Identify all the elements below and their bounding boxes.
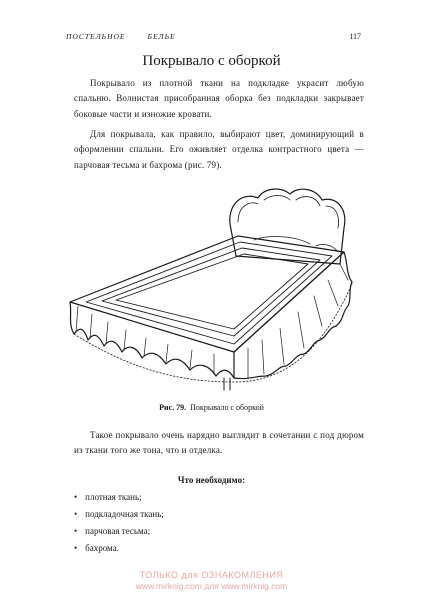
bedspread-illustration xyxy=(58,184,368,394)
running-head-left: ПОСТЕЛЬНОЕ xyxy=(66,32,126,41)
left-ruffle xyxy=(70,302,234,378)
figure-caption xyxy=(0,403,423,412)
bed-top xyxy=(70,236,344,352)
paragraph-color: Для покрывала, как правило, выбирают цвет, доминирующий в оформлении спальни. Его оживляет отделка контрастного цвета — парчовая тесьма и бахрома (рис. 79). xyxy=(74,129,364,170)
material-item: • бахрома. xyxy=(74,540,164,557)
materials-list xyxy=(74,489,164,557)
figure-label: Рис. 79. xyxy=(159,403,187,412)
running-head xyxy=(66,32,176,41)
right-ruffle xyxy=(234,252,352,379)
page-number: 117 xyxy=(349,32,361,41)
running-head-right: БЕЛЬЕ xyxy=(147,32,176,41)
material-item: • подкладочная ткань; xyxy=(74,506,164,523)
article-title: Покрывало с оборкой xyxy=(142,53,281,69)
watermark-line-1: ТОЛЬКО для ОЗНАКОМЛЕНИЯ xyxy=(139,570,284,580)
paragraph-podzor: Такое покрывало очень нарядно выглядит в сочетании с под дюром из ткани того же тона, что и отделка. xyxy=(74,430,364,456)
materials-title: Что необходимо: xyxy=(177,475,246,485)
figure-caption-text: Покрывало с оборкой xyxy=(190,403,264,412)
material-item: • плотная ткань; xyxy=(74,489,164,506)
watermark-line-2: www.mirknig.com для www.mirknig.com xyxy=(135,581,288,591)
material-item: • парчовая тесьма; xyxy=(74,523,164,540)
paragraph-intro: Покрывало из плотной ткани на подкладке украсит любую спальню. Волнистая присобранная оборка без подкладки закрывает боковые части и изножие кровати. xyxy=(74,78,364,119)
headboard-outline xyxy=(230,189,345,264)
